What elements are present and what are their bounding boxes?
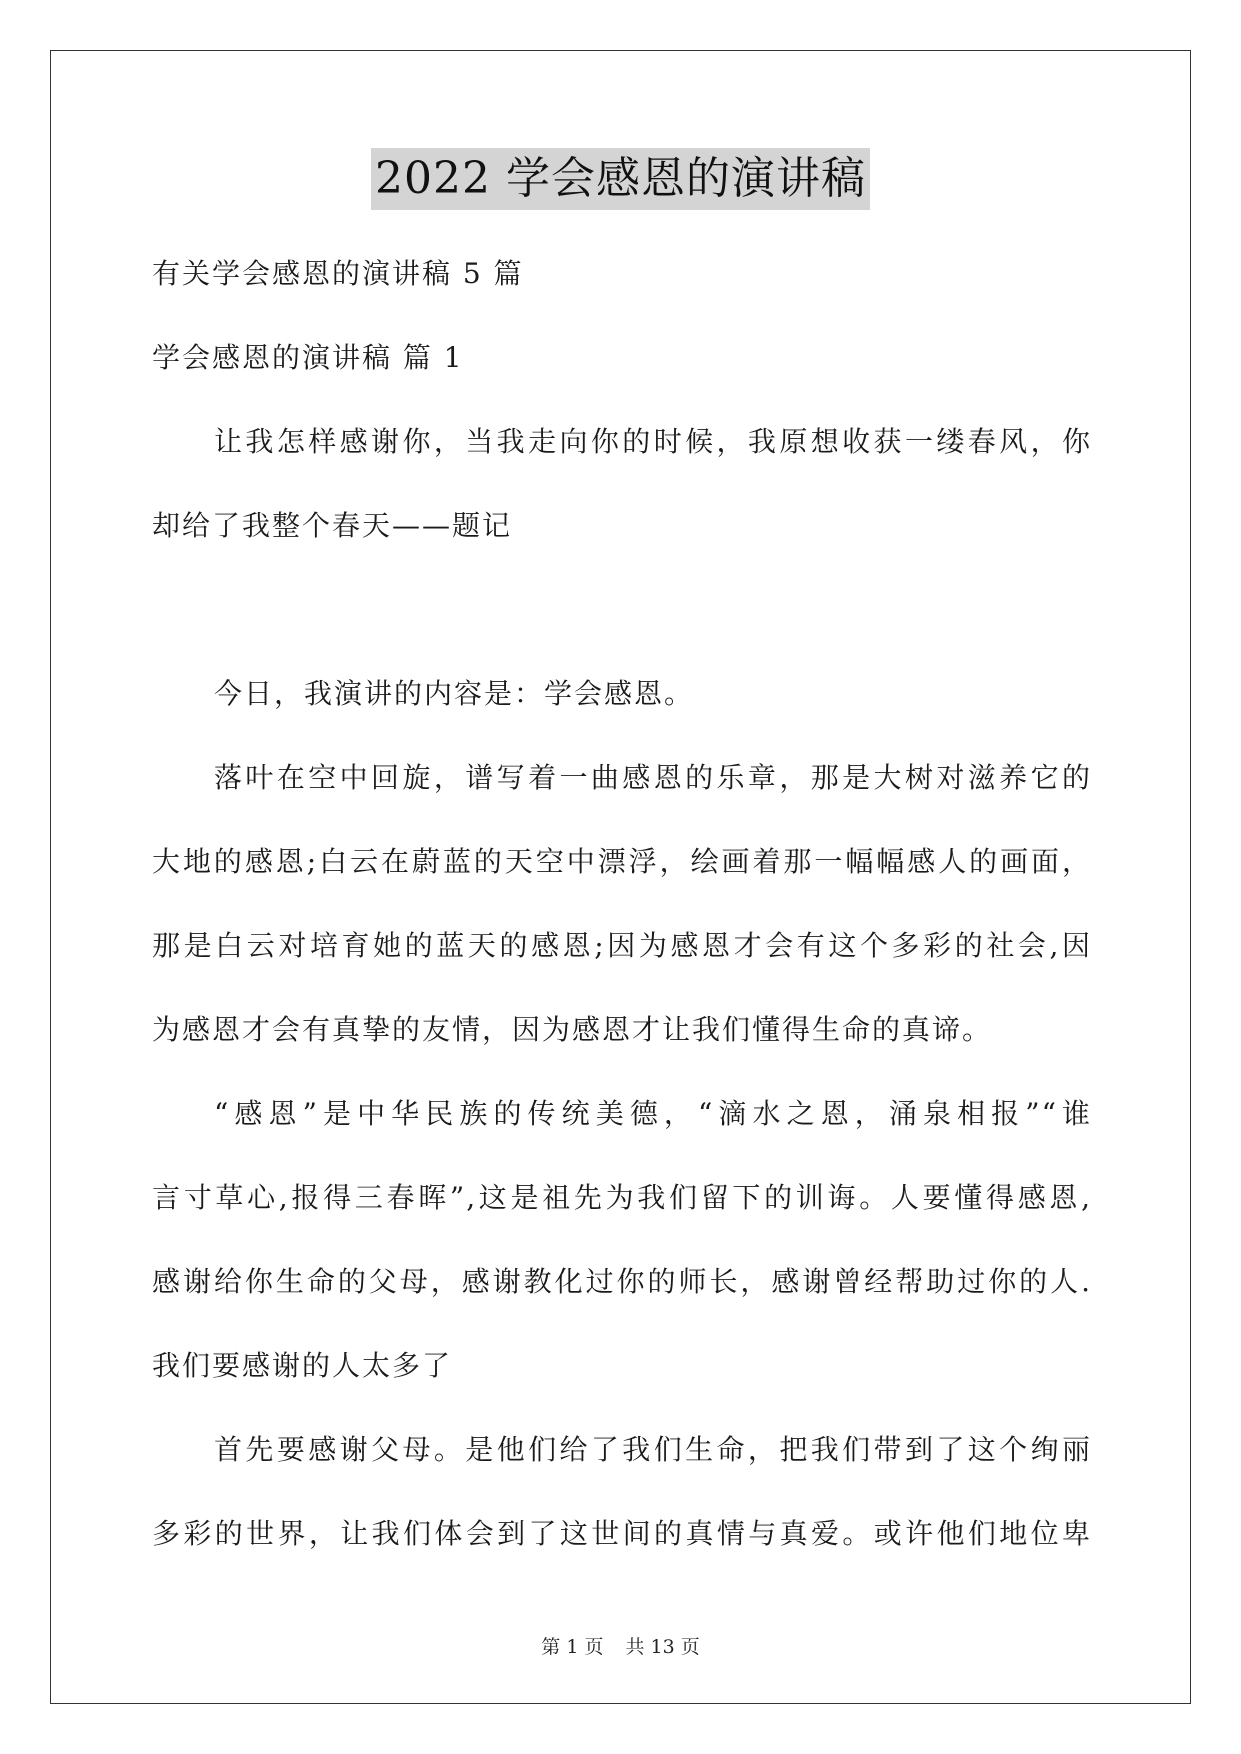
paragraph-line: 言寸草心,报得三春晖”,这是祖先为我们留下的训诲。人要懂得感恩, (152, 1181, 1092, 1214)
paragraph-line: 今日，我演讲的内容是：学会感恩。 (214, 677, 695, 710)
paragraph-line: 多彩的世界，让我们体会到了这世间的真情与真爱。或许他们地位卑 (152, 1517, 1092, 1550)
paragraph-line: 首先要感谢父母。是他们给了我们生命，把我们带到了这个绚丽 (214, 1433, 1092, 1466)
page-number-current: 第 1 页 (541, 1636, 604, 1658)
paragraph-line: “感恩”是中华民族的传统美德，“滴水之恩，涌泉相报”“谁 (214, 1097, 1092, 1130)
document-body (152, 232, 1092, 1576)
paragraph-line: 为感恩才会有真挚的友情，因为感恩才让我们懂得生命的真谛。 (152, 1013, 993, 1046)
subtitle-line: 有关学会感恩的演讲稿 5 篇 (152, 257, 524, 290)
paragraph-line: 那是白云对培育她的蓝天的感恩;因为感恩才会有这个多彩的社会,因 (152, 929, 1092, 962)
paragraph-line: 我们要感谢的人太多了 (152, 1349, 453, 1382)
paragraph-line: 大地的感恩;白云在蔚蓝的天空中漂浮，绘画着那一幅幅感人的画面， (152, 845, 1092, 878)
page-footer (0, 1632, 1241, 1659)
page-number-total: 共 13 页 (625, 1636, 700, 1658)
paragraph-line: 落叶在空中回旋，谱写着一曲感恩的乐章，那是大树对滋养它的 (214, 761, 1092, 794)
document-title: 2022 学会感恩的演讲稿 (371, 148, 870, 210)
paragraph-line: 感谢给你生命的父母，感谢教化过你的师长，感谢曾经帮助过你的人. (152, 1265, 1092, 1298)
blank-line (152, 568, 1092, 652)
title-container (0, 148, 1241, 210)
paragraph-line: 却给了我整个春天——题记 (152, 509, 513, 542)
section-heading: 学会感恩的演讲稿 篇 1 (152, 341, 464, 374)
paragraph-line: 让我怎样感谢你，当我走向你的时候，我原想收获一缕春风，你 (214, 425, 1092, 458)
